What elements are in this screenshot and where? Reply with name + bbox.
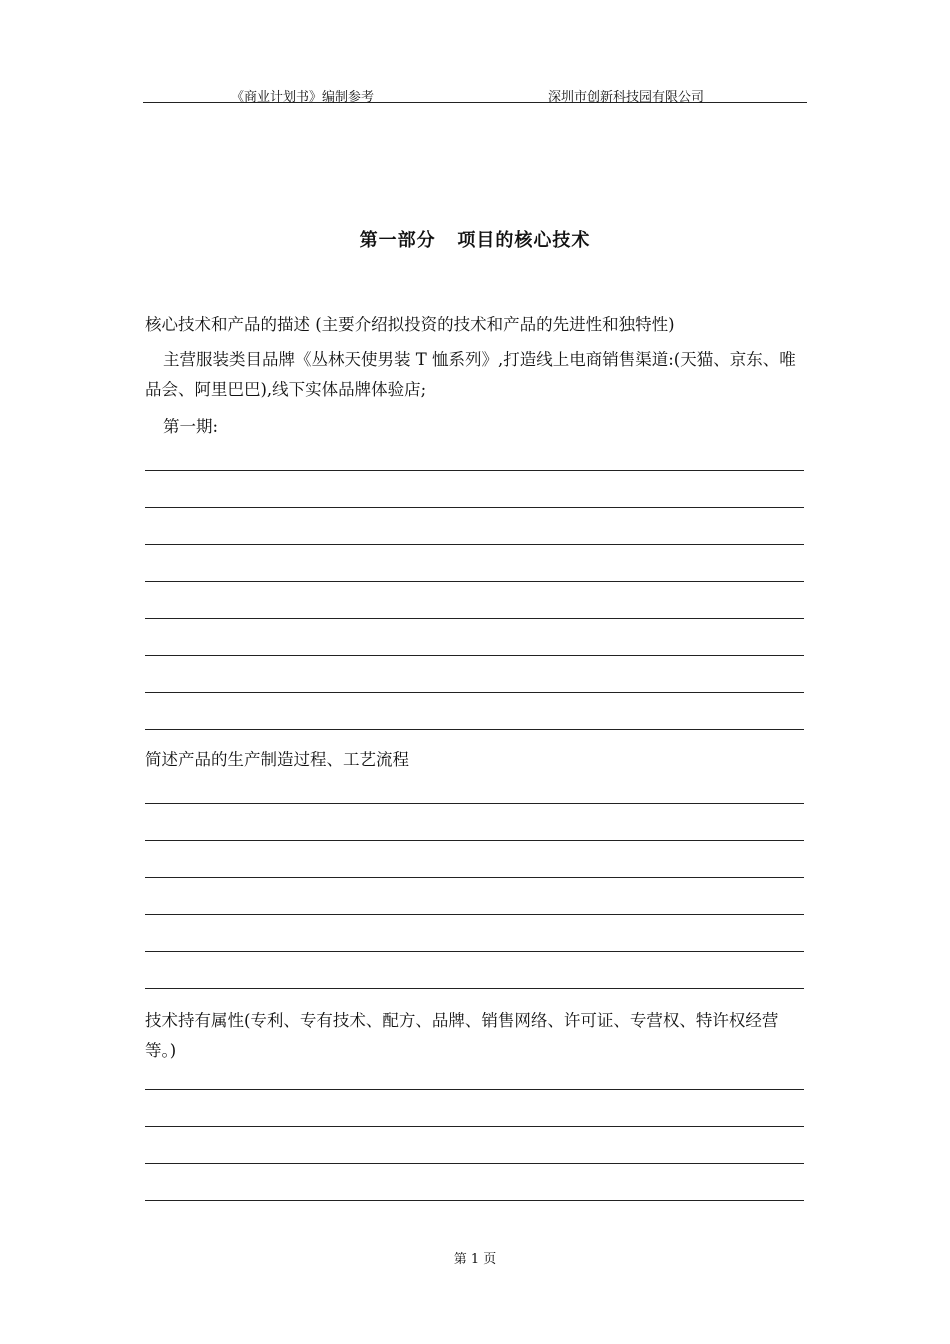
header-right-text: 深圳市创新科技园有限公司 bbox=[548, 90, 705, 105]
blank-writing-line bbox=[145, 581, 804, 582]
phase-label: 第一期: bbox=[163, 417, 219, 436]
blank-writing-line bbox=[145, 914, 804, 915]
blank-writing-line bbox=[145, 618, 804, 619]
core-desc-body: 主营服装类目品牌《丛林天使男装 T 恤系列》,打造线上电商销售渠道:(天猫、京东、唯品会、阿里巴巴),线下实体品牌体验店; bbox=[145, 350, 796, 399]
blank-writing-line bbox=[145, 1163, 804, 1164]
blank-writing-line bbox=[145, 803, 804, 804]
blank-writing-line bbox=[145, 729, 804, 730]
blank-writing-line bbox=[145, 1089, 804, 1090]
ip-heading: 技术持有属性(专利、专有技术、配方、品牌、销售网络、许可证、专营权、特许权经营等。) bbox=[145, 1011, 779, 1060]
blank-writing-line bbox=[145, 877, 804, 878]
process-heading: 简述产品的生产制造过程、工艺流程 bbox=[145, 750, 409, 769]
blank-writing-line bbox=[145, 655, 804, 656]
blank-writing-line bbox=[145, 507, 804, 508]
blank-writing-line bbox=[145, 840, 804, 841]
blank-writing-line bbox=[145, 988, 804, 989]
blank-writing-line bbox=[145, 692, 804, 693]
blank-writing-line bbox=[145, 470, 804, 471]
page-number: 第 1 页 bbox=[453, 1252, 497, 1267]
core-desc-heading: 核心技术和产品的描述 (主要介绍拟投资的技术和产品的先进性和独特性) bbox=[145, 315, 675, 334]
section-title: 第一部分 项目的核心技术 bbox=[359, 230, 591, 251]
blank-writing-line bbox=[145, 544, 804, 545]
blank-writing-line bbox=[145, 1126, 804, 1127]
page-header bbox=[143, 84, 807, 103]
header-left-text: 《商业计划书》编制参考 bbox=[231, 90, 375, 105]
blank-writing-line bbox=[145, 951, 804, 952]
blank-writing-line bbox=[145, 1200, 804, 1201]
